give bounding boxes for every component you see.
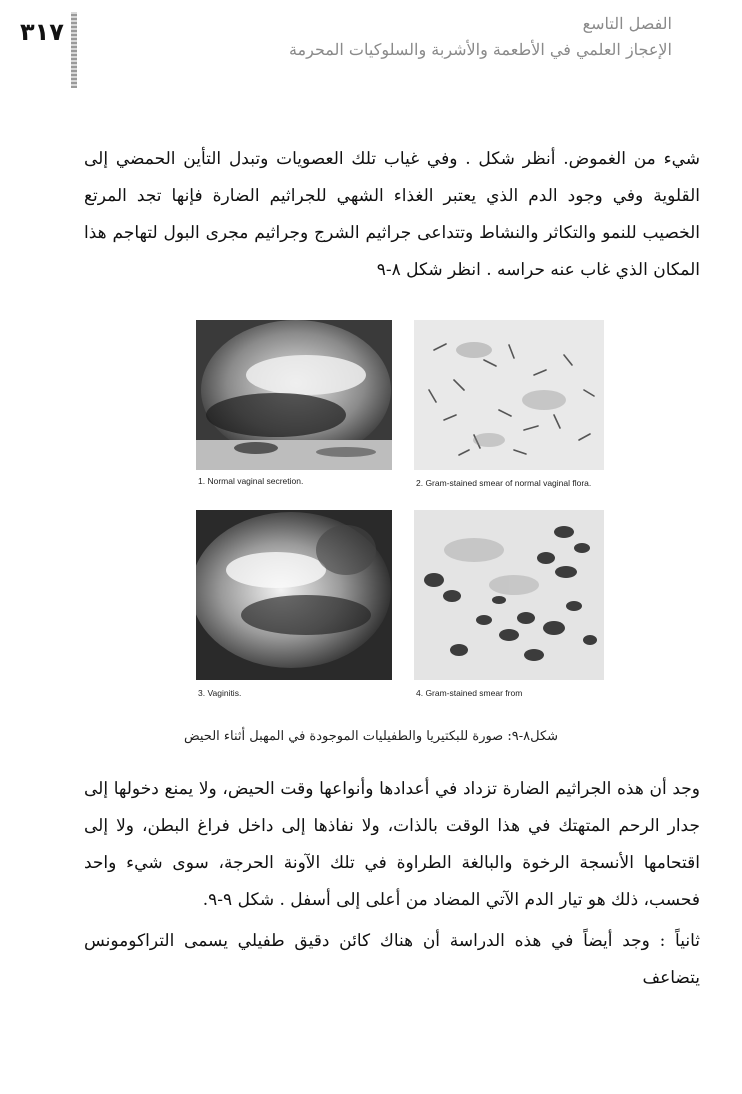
- panel-4-label: 4. Gram-stained smear from: [416, 688, 523, 698]
- figure-caption: شكل٨-٩: صورة للبكتيريا والطفيليات الموجودة في المهبل أثناء الحيض: [183, 729, 559, 744]
- panel-2-label: 2. Gram-stained smear of normal vaginal flora.: [416, 478, 592, 488]
- gram-stain-normal-flora-photo: [414, 320, 604, 470]
- paragraph-1: شيء من الغموض. أنظر شكل . وفي غياب تلك العصويات وتبدل التأين الحمضي إلى القلوية وفي وجود الدم الذي يعتبر الغذاء الشهي للجراثيم الضارة فإنها تجد المرتع الخصيب للنمو والتكاثر والنشاط وتتداعى جراثيم الشرج وجراثيم مجرى البول لتهاجم هذا المكان الذي غاب عنه حراسه . انظر شكل ٨-٩: [84, 149, 700, 280]
- page-number: ٣١٧: [20, 18, 64, 46]
- page-header: [0, 0, 742, 92]
- book-title: الإعجاز العلمي في الأطعمة والأشربة والسلوكيات المحرمة: [288, 40, 672, 59]
- vaginitis-photo: [196, 510, 392, 680]
- panel-3-label: 3. Vaginitis.: [198, 688, 242, 698]
- normal-secretion-photo: [196, 320, 392, 470]
- header-divider-bar: [71, 12, 77, 88]
- running-head: [112, 12, 672, 64]
- gram-stain-vaginitis-photo: [414, 510, 604, 680]
- paragraph-3: ثانياً : وجد أيضاً في هذه الدراسة أن هناك كائن دقيق طفيلي يسمى التراكومونس يتضاعف: [84, 931, 700, 988]
- paragraph-2: وجد أن هذه الجراثيم الضارة تزداد في أعدادها وأنواعها وقت الحيض، ولا يمنع دخولها إلى جدار الرحم المتهتك في هذا الوقت بالذات، ولا نفاذها إلى داخل فراغ البطن، ولا إلى اقتحامها الأنسجة الرخوة والبالغة الطراوة في تلك الآونة الحرجة، سوى شيء واحد فحسب، ذلك هو تيار الدم الآتي المضاد من أعلى إلى أسفل . شكل ٩-٩.: [84, 779, 700, 910]
- figure-8-9: [196, 318, 608, 700]
- chapter-title: الفصل التاسع: [582, 14, 672, 33]
- panel-1-label: 1. Normal vaginal secretion.: [198, 476, 304, 486]
